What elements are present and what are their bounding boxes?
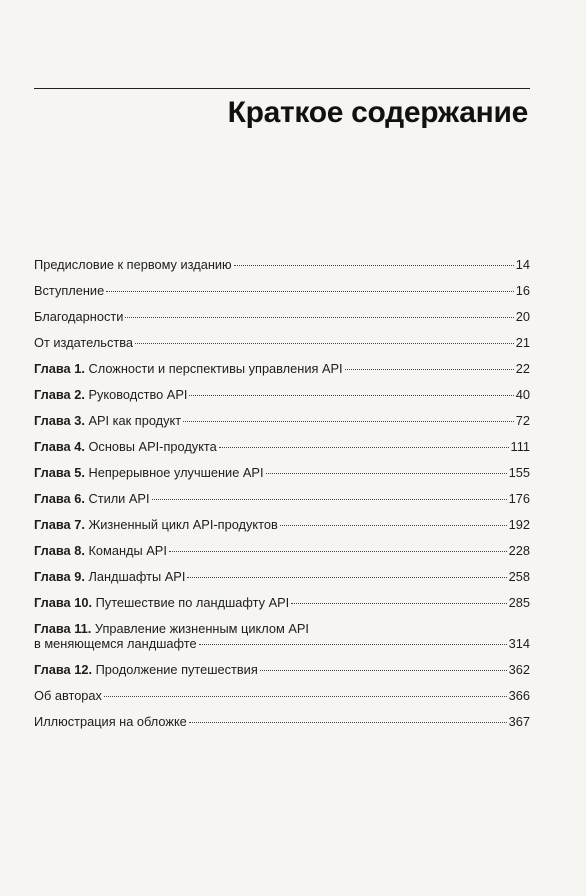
toc-entry-page: 176 — [508, 491, 530, 506]
dot-leader — [183, 421, 514, 422]
toc-entry — [34, 361, 530, 387]
toc-entry — [34, 595, 530, 621]
toc-entry — [34, 543, 530, 569]
dot-leader — [219, 447, 509, 448]
dot-leader — [104, 696, 507, 697]
toc-entry-label: Стили API — [88, 491, 150, 506]
toc-entry-page: 22 — [515, 361, 530, 376]
toc-entry — [34, 621, 530, 662]
toc-entry-page: 155 — [508, 465, 530, 480]
toc-entry-label: Управление жизненным циклом API — [94, 621, 309, 636]
chapter-number: Глава 5. — [34, 465, 85, 480]
chapter-number: Глава 4. — [34, 439, 85, 454]
chapter-number: Глава 7. — [34, 517, 85, 532]
chapter-number: Глава 8. — [34, 543, 85, 558]
toc-entry-label: Ландшафты API — [88, 569, 186, 584]
toc-entry-page: 72 — [515, 413, 530, 428]
toc-entry-label: Команды API — [88, 543, 167, 558]
toc-entry-label: Продолжение путешествия — [95, 662, 258, 677]
toc-entry-page: 366 — [508, 688, 530, 703]
dot-leader — [152, 499, 507, 500]
toc-entry-page: 14 — [515, 257, 530, 272]
chapter-number: Глава 1. — [34, 361, 85, 376]
toc-entry-page: 192 — [508, 517, 530, 532]
toc-entry-label: Иллюстрация на обложке — [34, 714, 187, 729]
toc-entry-label: Жизненный цикл API-продуктов — [88, 517, 278, 532]
toc-entry — [34, 517, 530, 543]
dot-leader — [234, 265, 514, 266]
toc-entry-label: Основы API-продукта — [88, 439, 217, 454]
toc-entry — [34, 387, 530, 413]
page-title: Краткое содержание — [227, 96, 528, 129]
table-of-contents — [34, 257, 530, 740]
toc-entry-page: 285 — [508, 595, 530, 610]
dot-leader — [266, 473, 507, 474]
toc-entry — [34, 335, 530, 361]
toc-entry — [34, 283, 530, 309]
toc-entry — [34, 662, 530, 688]
toc-entry — [34, 413, 530, 439]
header-rule — [34, 88, 530, 89]
dot-leader — [125, 317, 513, 318]
toc-entry-label-continued: в меняющемся ландшафте — [34, 636, 197, 651]
toc-entry-label: Непрерывное улучшение API — [88, 465, 264, 480]
dot-leader — [135, 343, 514, 344]
toc-entry — [34, 491, 530, 517]
toc-entry-page: 40 — [515, 387, 530, 402]
toc-entry-label: Руководство API — [88, 387, 188, 402]
toc-entry-page: 258 — [508, 569, 530, 584]
chapter-number: Глава 2. — [34, 387, 85, 402]
toc-entry-label: От издательства — [34, 335, 133, 350]
dot-leader — [189, 395, 513, 396]
toc-entry — [34, 714, 530, 740]
toc-entry-label: Благодарности — [34, 309, 124, 324]
toc-entry-page: 367 — [508, 714, 530, 729]
chapter-number: Глава 10. — [34, 595, 93, 610]
toc-entry-page: 21 — [515, 335, 530, 350]
toc-entry-page: 16 — [515, 283, 530, 298]
dot-leader — [345, 369, 514, 370]
toc-entry-page: 20 — [515, 309, 530, 324]
toc-entry-label: Вступление — [34, 283, 105, 298]
dot-leader — [169, 551, 507, 552]
dot-leader — [291, 603, 506, 604]
toc-entry-label: Путешествие по ландшафту API — [95, 595, 290, 610]
toc-entry-label: Предисловие к первому изданию — [34, 257, 232, 272]
toc-entry-page: 362 — [508, 662, 530, 677]
dot-leader — [187, 577, 506, 578]
toc-entry-label: API как продукт — [88, 413, 182, 428]
dot-leader — [260, 670, 507, 671]
chapter-number: Глава 9. — [34, 569, 85, 584]
toc-entry-page: 111 — [510, 439, 530, 454]
toc-entry-page: 228 — [508, 543, 530, 558]
toc-entry — [34, 257, 530, 283]
chapter-number: Глава 3. — [34, 413, 85, 428]
toc-entry-page: 314 — [508, 636, 530, 651]
toc-entry — [34, 569, 530, 595]
chapter-number: Глава 6. — [34, 491, 85, 506]
dot-leader — [199, 644, 507, 645]
toc-entry — [34, 688, 530, 714]
toc-entry-label: Сложности и перспективы управления API — [88, 361, 343, 376]
toc-entry — [34, 465, 530, 491]
toc-entry-label: Об авторах — [34, 688, 102, 703]
dot-leader — [280, 525, 507, 526]
dot-leader — [106, 291, 514, 292]
toc-entry — [34, 309, 530, 335]
toc-entry — [34, 439, 530, 465]
chapter-number: Глава 12. — [34, 662, 93, 677]
dot-leader — [189, 722, 507, 723]
chapter-number: Глава 11. — [34, 621, 92, 636]
